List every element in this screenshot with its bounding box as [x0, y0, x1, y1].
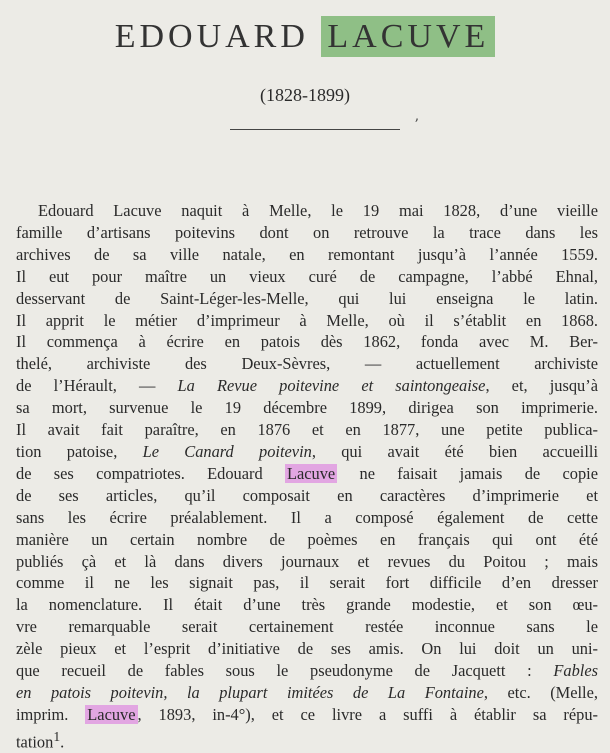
- text-line: sans les écrire préalablement. Il a composé également de cette: [16, 507, 598, 527]
- italic-title-canard: Le Canard poitevin: [142, 441, 312, 461]
- text-line: sa mort, survenue le 19 décembre 1899, dirigea son imprimerie.: [16, 398, 598, 418]
- text-line: de ses articles, qu’il composait en caractères d’imprimerie et: [16, 485, 598, 505]
- text-line: Il eut pour maître un vieux curé de campagne, l’abbé Ehnal,: [16, 266, 598, 286]
- italic-fables-title: en patois poitevin, la plupart imitées de La Fontaine: [16, 682, 484, 702]
- separator-mark: ʼ: [414, 117, 419, 133]
- text-line: tion patoise, Le Canard poitevin, qui avait été bien accueilli: [16, 441, 598, 461]
- text-line: tation$^1$.: [16, 728, 65, 752]
- text-line: zèle pieux et l’esprit d’initiative de ses amis. On lui doit un uni-: [16, 639, 598, 659]
- text-line: comme il ne les signait pas, il serait fort difficile d’en dresser: [16, 573, 598, 593]
- highlighted-name: Lacuve: [286, 463, 336, 483]
- text-line: Il commença à écrire en patois dès 1862, fonda avec M. Ber-: [16, 332, 598, 352]
- page-title: [0, 18, 610, 56]
- text-line: manière un certain nombre de poèmes en français qui ont été: [16, 529, 598, 549]
- text-line: vre remarquable serait certainement restée inconnue sans le: [16, 617, 598, 637]
- text-line: famille d’artisans poitevins dont on retrouve la trace dans les: [16, 222, 598, 242]
- text-line: de ses compatriotes. Edouard Lacuve ne faisait jamais de copie: [16, 463, 598, 483]
- text-line: archives de sa ville natale, en remontant jusqu’à l’année 1559.: [16, 244, 598, 264]
- title-last-name-highlighted: LACUVE: [321, 16, 495, 57]
- highlighted-name: Lacuve: [87, 704, 136, 724]
- footnote-marker[interactable]: 1: [53, 728, 61, 744]
- text-line: Edouard Lacuve naquit à Melle, le 19 mai 1828, d’une vieille: [38, 201, 598, 220]
- italic-title-revue: La Revue poitevine et saintongeaise: [177, 376, 486, 396]
- text-line: thelé, archiviste des Deux-Sèvres, — actuellement archiviste: [16, 354, 598, 374]
- biography-paragraph: [16, 200, 598, 753]
- text-line: desservant de Saint-Léger-les-Melle, qui lui enseigna le latin.: [16, 288, 598, 308]
- title-first-name: EDOUARD: [114, 18, 309, 55]
- text-line: Il avait fait paraître, en 1876 et en 1877, une petite publica-: [16, 420, 598, 440]
- text-line: Il apprit le métier d’imprimeur à Melle, où il s’établit en 1868.: [16, 310, 598, 330]
- text-line: que recueil de fables sous le pseudonyme de Jacquett : Fables: [16, 661, 598, 681]
- life-dates: (1828-1899): [260, 85, 350, 105]
- text-line: publiés çà et là dans divers journaux et revues du Poitou ; mais: [16, 551, 598, 571]
- italic-fables-start: Fables: [553, 661, 598, 681]
- text-line: en patois poitevin, la plupart imitées de La Fontaine, etc. (Melle,: [16, 682, 598, 702]
- text-line: imprim. Lacuve , 1893, in-4°), et ce livre a suffi à établir sa répu-: [16, 704, 598, 724]
- separator-rule: [230, 129, 400, 130]
- text-line: la nomenclature. Il était d’une très grande modestie, et son œu-: [16, 595, 598, 615]
- text-line: de l’Hérault, — La Revue poitevine et saintongeaise, et, jusqu’à: [16, 376, 598, 396]
